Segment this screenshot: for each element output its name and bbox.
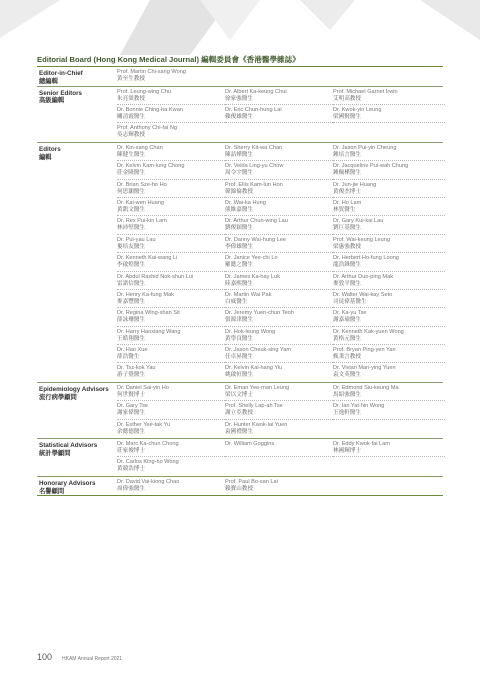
member-entry	[117, 439, 225, 457]
member-name-en: Dr. Regina Wing-shan Sit	[117, 310, 180, 317]
section-label	[37, 67, 117, 86]
member-entry	[117, 290, 225, 308]
member-entry	[225, 272, 333, 290]
page-number: 100	[37, 652, 53, 662]
member-name-zh: 梁惠強教授	[333, 243, 361, 250]
section-label-en: Editors	[39, 145, 61, 153]
section-label-en: Honorary Advisors	[39, 479, 96, 487]
decorative-header-graphic	[0, 0, 480, 55]
member-name-en: Dr. William Goggins	[225, 441, 275, 448]
member-name-en: Prof. Michael Garnet Irwin	[333, 88, 398, 95]
member-entry	[225, 383, 333, 401]
member-name-en: Dr. Hok-leung Wong	[225, 328, 276, 335]
member-entry	[117, 457, 225, 475]
member-name-en: Dr. Janice Yee-chi Lo	[225, 255, 278, 262]
member-name-zh: 任卓昇醫生	[225, 354, 253, 361]
member-name-zh: 馬紹強醫生	[333, 391, 361, 398]
member-entry	[117, 253, 225, 271]
member-entry	[333, 105, 445, 123]
board-section	[37, 143, 443, 383]
member-name-en: Dr. Eman Yee-man Leung	[225, 384, 290, 391]
member-name-zh: 賴寶山教授	[225, 485, 253, 492]
member-name-zh: 賴俊雄醫生	[225, 113, 253, 120]
member-entry	[225, 216, 333, 234]
member-name-en: Dr. Eddy Kwok-fai Lam	[333, 441, 390, 448]
member-entry	[333, 235, 445, 253]
section-label-zh: 總編輯	[39, 77, 58, 85]
member-name-en: Dr. Vivian Man-ying Yuen	[333, 365, 396, 372]
member-name-zh: 謝家偉醫生	[117, 410, 145, 417]
member-name-en: Prof. Wai-keung Leung	[333, 236, 391, 243]
member-name-zh: 麥敦平醫生	[333, 280, 361, 287]
member-name-zh: 陳健生醫生	[117, 151, 145, 158]
member-name-zh: 白威醫生	[225, 298, 248, 305]
member-name-en: Dr. Danny Wai-hung Lee	[225, 236, 287, 243]
section-label-zh: 流行病學顧問	[39, 393, 77, 401]
member-entry	[333, 143, 445, 161]
member-name-zh: 梁以文博士	[225, 391, 253, 398]
member-name-en: Dr. Kai-wen Huang	[117, 199, 164, 206]
member-grid	[117, 143, 445, 382]
member-name-zh: 鍾佩樺醫生	[333, 170, 361, 177]
member-entry	[117, 272, 225, 290]
section-label-zh: 統計學顧問	[39, 449, 71, 457]
member-name-en: Dr. Gary Kui-kai Lau	[333, 218, 384, 225]
member-name-zh: 鍾培言醫生	[333, 151, 361, 158]
section-label-zh: 編輯	[39, 153, 52, 161]
section-label	[37, 477, 117, 496]
member-name-zh: 林賀醫生	[333, 206, 356, 213]
member-entry	[225, 87, 333, 105]
member-name-en: Prof. Bryan Ping-yen Yan	[333, 347, 396, 354]
member-name-zh: 王逸軒醫生	[333, 410, 361, 417]
member-name-en: Prof. Ellis Kam-lun Hon	[225, 181, 283, 188]
member-entry	[117, 420, 225, 438]
section-label	[37, 383, 117, 438]
member-name-en: Dr. Abdul Rashid Nok-shun Lui	[117, 273, 194, 280]
member-entry	[333, 290, 445, 308]
member-name-en: Dr. James Ka-hay Luk	[225, 273, 281, 280]
member-entry	[225, 308, 333, 326]
section-label-zh: 高級編輯	[39, 97, 65, 105]
member-entry	[225, 235, 333, 253]
member-name-en: Dr. Martin Wai Pak	[225, 291, 272, 298]
board-section	[37, 87, 443, 143]
member-name-zh: 陸嘉熙醫生	[225, 280, 253, 287]
member-entry	[117, 477, 225, 495]
board-section	[37, 439, 443, 477]
member-name-zh: 朱亮榮教授	[117, 95, 145, 102]
member-name-zh: 甄秉言教授	[333, 354, 361, 361]
member-name-zh: 劉俊穎醫生	[225, 225, 253, 232]
section-label	[37, 87, 117, 142]
member-name-en: Prof. Paul Bo-san Lai	[225, 478, 278, 485]
member-entry	[225, 363, 333, 381]
member-name-en: Dr. Kenneth Kai-wang Li	[117, 255, 178, 262]
member-name-en: Dr. Herbert Ho-fung Loong	[333, 255, 399, 262]
member-entry	[333, 363, 445, 381]
member-entry	[117, 216, 225, 234]
member-name-en: Dr. Jason Cheuk-sing Yam	[225, 347, 292, 354]
member-name-en: Dr. Bonnie Ching-ha Kwan	[117, 106, 183, 113]
member-name-en: Dr. Edmond Siu-keung Ma	[333, 384, 399, 391]
member-name-zh: 莊家俊博士	[117, 448, 145, 455]
member-entry	[117, 161, 225, 179]
member-name-zh: 林國輝博士	[333, 448, 361, 455]
member-name-zh: 劉巨基醫生	[333, 225, 361, 232]
member-name-zh: 謝立亞教授	[225, 410, 253, 417]
member-entry	[117, 67, 225, 85]
member-name-en: Dr. Walter Wai-kay Seto	[333, 291, 393, 298]
member-entry	[333, 87, 445, 105]
member-entry	[117, 105, 225, 123]
member-name-en: Dr. Arthur Dun-ping Mak	[333, 273, 394, 280]
member-name-zh: 吳志輝教授	[117, 132, 145, 139]
member-name-zh: 袁文英醫生	[333, 372, 361, 379]
member-name-zh: 李啟煌醫生	[117, 262, 145, 269]
member-name-en: Prof. Leung-wing Chu	[117, 88, 172, 95]
member-entry	[225, 180, 333, 198]
member-entry	[117, 235, 225, 253]
member-name-zh: 黃凱文醫生	[117, 206, 145, 213]
member-name-zh: 張源津醫生	[225, 317, 253, 324]
member-entry	[225, 105, 333, 123]
board-section	[37, 383, 443, 439]
member-name-en: Dr. Henry Ka-fung Mak	[117, 291, 174, 298]
member-entry	[117, 327, 225, 345]
member-entry	[333, 216, 445, 234]
member-name-en: Dr. Tsz-kok Yau	[117, 365, 156, 372]
member-entry	[117, 383, 225, 401]
section-label-en: Epidemiology Advisors	[39, 385, 109, 393]
member-name-en: Prof. Martin Chi-sang Wong	[117, 69, 186, 75]
editorial-board-table	[37, 66, 443, 496]
member-entry	[117, 143, 225, 161]
member-name-zh: 薛浩醫生	[117, 354, 140, 361]
member-name-en: Dr. Rex Pui-kin Lam	[117, 218, 167, 225]
member-entry	[333, 401, 445, 419]
member-entry	[333, 383, 445, 401]
page-footer	[37, 652, 122, 662]
member-name-en: Dr. Velda Ling-yu Chow	[225, 163, 284, 170]
board-section	[37, 67, 443, 87]
member-name-en: Dr. Wai-ka Hung	[225, 199, 266, 206]
member-name-en: Dr. Marc Ka-chun Chong	[117, 441, 179, 448]
member-name-zh: 王皓翔醫生	[117, 335, 145, 342]
member-name-en: Dr. Ka-yu Tse	[333, 310, 367, 317]
member-name-en: Dr. Carlos King-ho Wong	[117, 459, 179, 466]
member-name-en: Prof. Shelly Lap-ah Tse	[225, 403, 283, 410]
member-name-zh: 何世賢博士	[117, 391, 145, 398]
member-entry	[225, 345, 333, 363]
member-name-zh: 袁國禮醫生	[225, 428, 253, 435]
member-name-zh: 雷諾信醫生	[117, 280, 145, 287]
section-label	[37, 439, 117, 476]
member-name-zh: 李偉雄醫生	[225, 243, 253, 250]
member-name-en: Dr. Kenneth Kak-yuen Wong	[333, 328, 404, 335]
member-name-en: Dr. David Vai-kiong Chao	[117, 478, 180, 485]
member-name-zh: 陳喆燁醫生	[225, 151, 253, 158]
member-name-en: Dr. Brian Sze-ho Ho	[117, 181, 167, 188]
member-entry	[117, 198, 225, 216]
member-grid	[117, 477, 445, 496]
member-name-en: Dr. Arthur Chun-wing Lau	[225, 218, 288, 225]
member-name-en: Dr. Jeremy Yuen-chun Teoh	[225, 310, 294, 317]
member-name-en: Dr. Jason Pui-yin Cheung	[333, 144, 397, 151]
member-name-en: Dr. Ian Yat-hin Wong	[333, 403, 385, 410]
member-name-zh: 黃至生教授	[117, 76, 145, 82]
member-name-en: Dr. Ho Lam	[333, 199, 362, 206]
member-entry	[117, 345, 225, 363]
member-grid	[117, 67, 445, 86]
member-entry	[225, 401, 333, 419]
member-name-en: Dr. Jun-jie Huang	[333, 181, 377, 188]
footer-text: HKAM Annual Report 2021	[62, 656, 123, 662]
member-name-en: Dr. Daniel Sai-yin Ho	[117, 384, 169, 391]
member-name-zh: 林沛堅醫生	[117, 225, 145, 232]
member-entry	[333, 308, 445, 326]
member-entry	[225, 253, 333, 271]
member-name-zh: 謝嘉瑜醫生	[333, 317, 361, 324]
member-name-zh: 黃競浩博士	[117, 466, 145, 473]
member-name-zh: 麥嘉豐醫生	[117, 298, 145, 305]
member-grid	[117, 439, 445, 476]
member-name-zh: 周偉強醫生	[117, 485, 145, 492]
member-name-zh: 徐家強醫生	[225, 95, 253, 102]
member-entry	[225, 143, 333, 161]
section-label-en: Editor-in-Chief	[39, 70, 83, 77]
member-name-en: Dr. Kin-sang Chan	[117, 144, 163, 151]
member-entry	[333, 253, 445, 271]
section-label-en: Senior Editors	[39, 89, 83, 97]
member-name-en: Dr. Gary Tse	[117, 403, 148, 410]
member-entry	[225, 477, 333, 495]
member-name-en: Dr. Eric Chun-hung Lai	[225, 106, 282, 113]
section-label-en: Statistical Advisors	[39, 442, 98, 450]
member-entry	[117, 87, 225, 105]
member-name-en: Dr. Hunter Kwok-lai Yuen	[225, 421, 288, 428]
member-entry	[117, 308, 225, 326]
member-name-zh: 龍浩鋒醫生	[333, 262, 361, 269]
member-name-en: Dr. Pui-yau Lau	[117, 236, 156, 243]
member-grid	[117, 87, 445, 142]
member-name-en: Dr. Hao Xue	[117, 347, 148, 354]
member-entry	[333, 161, 445, 179]
member-name-en: Dr. Kelvin Kam-lung Chong	[117, 163, 185, 170]
member-name-en: Prof. Anthony Chi-fai Ng	[117, 125, 178, 132]
member-entry	[225, 161, 333, 179]
member-name-en: Dr. Albert Ka-keung Chui	[225, 88, 287, 95]
member-entry	[225, 290, 333, 308]
member-entry	[333, 180, 445, 198]
member-name-zh: 莊金隆醫生	[117, 170, 145, 177]
member-name-zh: 梁國賢醫生	[333, 113, 361, 120]
page-title: Editorial Board (Hong Kong Medical Journal) 編輯委員會《香港醫學雜誌》	[37, 55, 300, 64]
member-name-en: Dr. Kwok-yin Leung	[333, 106, 382, 113]
member-entry	[333, 439, 445, 457]
member-entry	[333, 198, 445, 216]
member-name-en: Dr. Harry Haoxiang Wang	[117, 328, 181, 335]
member-entry	[225, 420, 333, 438]
member-entry	[333, 272, 445, 290]
member-name-zh: 關清霞醫生	[117, 113, 145, 120]
board-section	[37, 477, 443, 496]
member-entry	[225, 439, 333, 457]
member-entry	[333, 345, 445, 363]
member-name-zh: 婁培友醫生	[117, 243, 145, 250]
member-entry	[117, 180, 225, 198]
member-name-zh: 姚啟恒醫生	[225, 372, 253, 379]
member-name-zh: 艾明高教授	[333, 95, 361, 102]
member-name-zh: 黃俊杰博士	[333, 188, 361, 195]
member-name-zh: 游子覺醫生	[117, 372, 145, 379]
member-entry	[225, 198, 333, 216]
member-entry	[225, 327, 333, 345]
member-grid	[117, 383, 445, 438]
member-name-zh: 黃學良醫生	[225, 335, 253, 342]
member-entry	[117, 363, 225, 381]
member-entry	[117, 401, 225, 419]
member-name-en: Dr. Kelvin Kai-hang Yiu	[225, 365, 283, 372]
member-name-zh: 韓錦倫教授	[225, 188, 253, 195]
member-name-zh: 黃格元醫生	[333, 335, 361, 342]
section-label	[37, 143, 117, 382]
member-name-zh: 司徒偉基醫生	[333, 298, 367, 305]
member-name-zh: 熊維嘉醫生	[225, 206, 253, 213]
member-entry	[117, 123, 225, 141]
member-name-zh: 羅懿之醫生	[225, 262, 253, 269]
member-name-zh: 何思灝醫生	[117, 188, 145, 195]
member-name-zh: 薛詠珊醫生	[117, 317, 145, 324]
member-name-en: Dr. Esther Yee-tak Yu	[117, 421, 171, 428]
member-name-zh: 余懿德醫生	[117, 428, 145, 435]
member-name-en: Dr. Sherry Kit-wa Chan	[225, 144, 283, 151]
member-entry	[333, 327, 445, 345]
section-label-zh: 名譽顧問	[39, 487, 65, 495]
member-name-zh: 周令宇醫生	[225, 170, 253, 177]
member-name-en: Dr. Jacqueline Pui-wah Chung	[333, 163, 409, 170]
